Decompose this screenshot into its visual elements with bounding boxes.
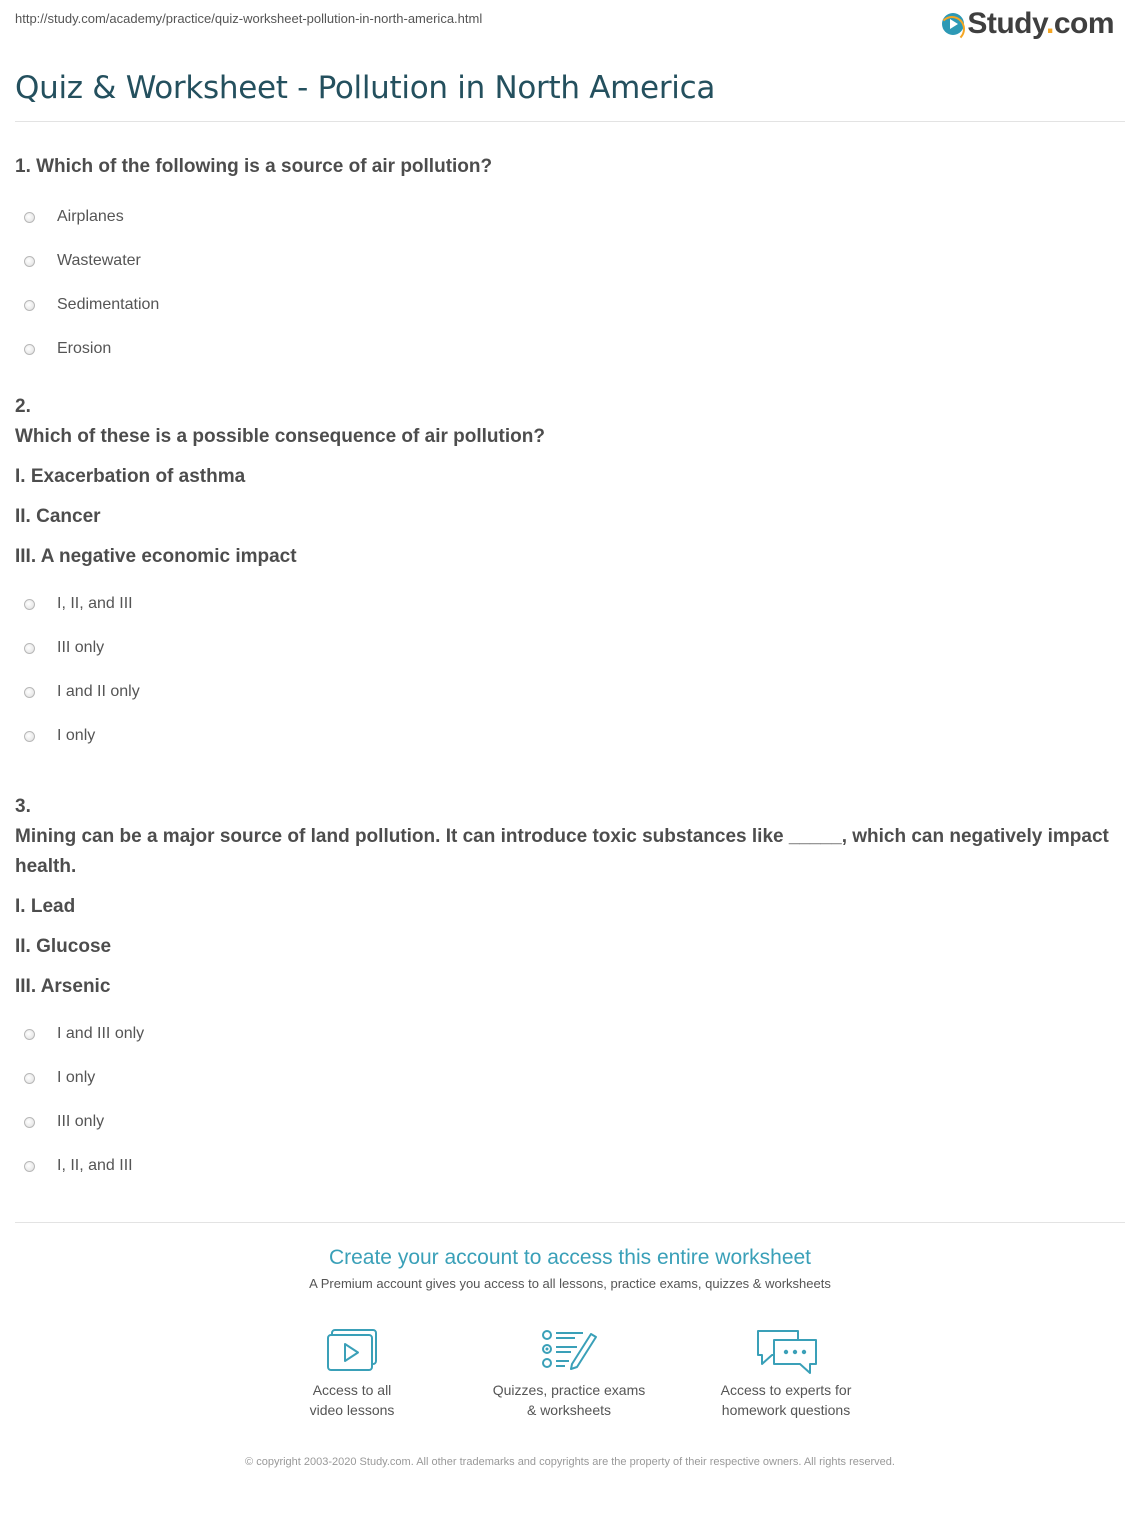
question-stem: 1. Which of the following is a source of air pollution? — [15, 156, 493, 177]
radio-button[interactable] — [24, 300, 35, 311]
radio-button[interactable] — [24, 1029, 35, 1040]
radio-button[interactable] — [24, 1117, 35, 1128]
answer-option[interactable] — [15, 670, 1125, 714]
answer-options — [15, 1012, 1125, 1188]
option-label: Sedimentation — [57, 296, 160, 313]
feature-video-lessons — [252, 1328, 452, 1420]
study-logo[interactable] — [942, 7, 1114, 41]
option-label: III only — [57, 1113, 105, 1130]
option-label: Airplanes — [57, 208, 124, 225]
feature-experts — [686, 1328, 886, 1420]
chat-bubbles-icon — [754, 1328, 818, 1374]
feature-label: Access to all video lessons — [309, 1382, 395, 1418]
radio-button[interactable] — [24, 1161, 35, 1172]
question-stem: Mining can be a major source of land pollution. It can introduce toxic substances like _____, which can negatively impact health. — [15, 826, 1109, 877]
feature-label: Quizzes, practice exams & worksheets — [492, 1382, 646, 1418]
option-label: I only — [57, 1069, 96, 1086]
play-badge-icon — [942, 13, 964, 35]
feature-quizzes — [469, 1328, 669, 1420]
answer-option[interactable] — [15, 1056, 1125, 1100]
logo-dot: . — [1045, 7, 1054, 40]
question-2 — [15, 392, 1125, 758]
promo-title-link[interactable]: Create your account to access this entire worksheet — [328, 1246, 812, 1269]
answer-option[interactable] — [15, 239, 1125, 283]
question-number: 2. — [15, 396, 31, 417]
option-label: I and II only — [57, 683, 140, 700]
feature-list — [0, 1328, 1140, 1428]
statement: III. A negative economic impact — [15, 546, 297, 567]
answer-option[interactable] — [15, 327, 1125, 371]
option-label: I and III only — [57, 1025, 145, 1042]
quiz-checklist-icon — [539, 1328, 599, 1374]
feature-label: Access to experts for homework questions — [720, 1382, 852, 1418]
page-url: http://study.com/academy/practice/quiz-worksheet-pollution-in-north-america.html — [15, 11, 483, 26]
statement: II. Glucose — [15, 936, 112, 957]
option-label: Erosion — [57, 340, 112, 357]
radio-button[interactable] — [24, 256, 35, 267]
statement: I. Exacerbation of asthma — [15, 466, 246, 487]
radio-button[interactable] — [24, 731, 35, 742]
question-1 — [15, 152, 1125, 371]
option-label: I, II, and III — [57, 595, 133, 612]
logo-text: Study — [967, 7, 1046, 40]
option-label: III only — [57, 639, 105, 656]
option-label: I, II, and III — [57, 1157, 133, 1174]
question-number: 3. — [15, 796, 31, 817]
title-divider — [15, 121, 1125, 122]
question-stem: Which of these is a possible consequence of air pollution? — [15, 426, 545, 447]
answer-option[interactable] — [15, 1100, 1125, 1144]
radio-button[interactable] — [24, 643, 35, 654]
logo-suffix: com — [1053, 7, 1114, 40]
copyright-notice: © copyright 2003-2020 Study.com. All other trademarks and copyrights are the property of their respective owners. All rights reserved. — [245, 1456, 895, 1468]
statement: III. Arsenic — [15, 976, 111, 997]
video-lessons-icon — [324, 1328, 380, 1374]
page-title: Quiz & Worksheet - Pollution in North America — [15, 70, 716, 106]
answer-option[interactable] — [15, 626, 1125, 670]
radio-button[interactable] — [24, 599, 35, 610]
answer-options — [15, 582, 1125, 758]
promo-subtitle: A Premium account gives you access to all lessons, practice exams, quizzes & worksheets — [309, 1276, 831, 1291]
premium-promo — [0, 1246, 1140, 1291]
radio-button[interactable] — [24, 687, 35, 698]
promo-divider — [15, 1222, 1125, 1223]
radio-button[interactable] — [24, 1073, 35, 1084]
answer-option[interactable] — [15, 714, 1125, 758]
option-label: Wastewater — [57, 252, 141, 269]
answer-option[interactable] — [15, 283, 1125, 327]
option-label: I only — [57, 727, 96, 744]
radio-button[interactable] — [24, 212, 35, 223]
answer-option[interactable] — [15, 582, 1125, 626]
radio-button[interactable] — [24, 344, 35, 355]
statement: II. Cancer — [15, 506, 101, 527]
question-3 — [15, 792, 1125, 1188]
answer-option[interactable] — [15, 1144, 1125, 1188]
answer-option[interactable] — [15, 195, 1125, 239]
answer-option[interactable] — [15, 1012, 1125, 1056]
answer-options — [15, 195, 1125, 371]
statement: I. Lead — [15, 896, 76, 917]
